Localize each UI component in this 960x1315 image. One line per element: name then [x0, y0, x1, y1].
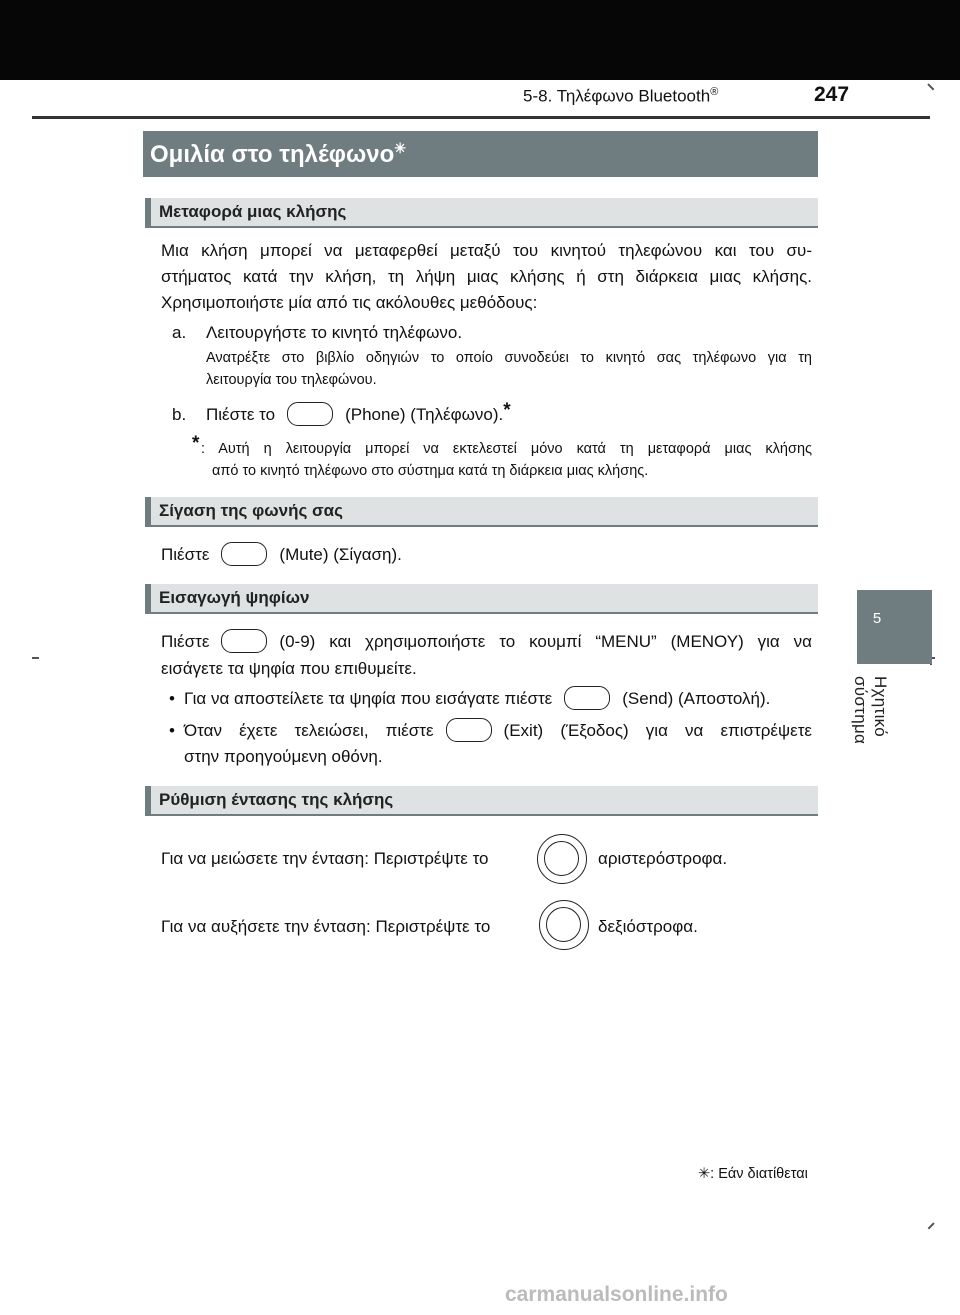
paragraph-line: δεξιόστροφα.	[598, 917, 698, 936]
paragraph-line: Πιέστε (0-9) και χρησιμοποιήστε το κουμπί “MENU” (ΜΕΝΟΥ) για να	[161, 629, 812, 655]
exit-button-icon	[446, 718, 492, 742]
chapter-number: 5	[872, 610, 882, 627]
volume-knob-icon	[537, 834, 587, 884]
watermark: carmanualsonline.info	[505, 1283, 728, 1306]
chapter-side-label: Ηχητικό σύστημα	[851, 676, 890, 745]
page-title: Ομιλία στο τηλέφωνο✳	[150, 140, 406, 168]
bullet-text: Για να αποστείλετε τα ψηφία που εισάγατε πιέστε (Send) (Αποστολή).	[184, 686, 770, 712]
section-heading-volume: Ρύθμιση έντασης της κλήσης	[145, 786, 818, 816]
crop-mark	[928, 83, 935, 90]
paragraph-line: Μια κλήση μπορεί να μεταφερθεί μεταξύ του κινητού τηλεφώνου και του συ-	[161, 241, 812, 260]
digits-button-icon	[221, 629, 267, 653]
volume-knob-icon	[539, 900, 589, 950]
section-heading-mute: Σίγαση της φωνής σας	[145, 497, 818, 527]
page-number: 247	[814, 83, 850, 106]
crop-mark	[32, 657, 39, 659]
chapter-side-tab	[857, 590, 932, 664]
section-heading-digits: Εισαγωγή ψηφίων	[145, 584, 818, 614]
footnote-star: *	[192, 433, 200, 454]
page-title-banner	[143, 131, 818, 177]
mute-button-icon	[221, 542, 267, 566]
crop-mark	[928, 1222, 935, 1229]
footnote-line: από το κινητό τηλέφωνο στο σύστημα κατά τη διάρκεια μιας κλήσης.	[212, 463, 649, 479]
availability-mark-icon: ✳	[698, 1166, 711, 1182]
bullet-text: Όταν έχετε τελειώσει, πιέστε (Exit) (Έξοδος) για να επιστρέψετε	[184, 718, 812, 744]
list-marker: b.	[172, 405, 187, 424]
header-rule	[32, 116, 930, 119]
bullet: •	[169, 689, 175, 708]
footnote-line: : Αυτή η λειτουργία μπορεί να εκτελεστεί μόνο κατά τη μεταφορά μιας κλήσης	[201, 441, 812, 457]
paragraph-line: Για να αυξήσετε την ένταση: Περιστρέψτε το	[161, 917, 491, 936]
paragraph-line: εισάγετε τα ψηφία που επιθυμείτε.	[161, 659, 417, 678]
chapter-header: 5-8. Τηλέφωνο Bluetooth®	[523, 86, 719, 106]
note-line: λειτουργία του τηλεφώνου.	[206, 372, 377, 388]
paragraph-line: Πιέστε (Mute) (Σίγαση).	[161, 542, 402, 568]
paragraph-line: Χρησιμοποιήστε μία από τις ακόλουθες μεθόδους:	[161, 293, 538, 312]
bullet-text: στην προηγούμενη οθόνη.	[184, 747, 383, 766]
top-black-bar	[0, 0, 960, 80]
send-button-icon	[564, 686, 610, 710]
list-item-text: Λειτουργήστε το κινητό τηλέφωνο.	[206, 323, 463, 342]
paragraph-line: αριστερόστροφα.	[598, 849, 728, 868]
section-heading-transfer: Μεταφορά μιας κλήσης	[145, 198, 818, 228]
paragraph-line: Για να μειώσετε την ένταση: Περιστρέψτε το	[161, 849, 489, 868]
note-line: Ανατρέξτε στο βιβλίο οδηγιών το οποίο συνοδεύει το κινητό σας τηλέφωνο για τη	[206, 350, 812, 366]
list-marker: a.	[172, 323, 187, 342]
list-item-text: Πιέστε το (Phone) (Τηλέφωνο).*	[206, 400, 511, 424]
phone-button-icon	[287, 402, 333, 426]
availability-mark-icon: ✳	[394, 140, 406, 156]
paragraph-line: στήματος κατά την κλήση, τη λήψη μιας κλήσης ή στη διάρκεια μιας κλήσης.	[161, 267, 812, 286]
bullet: •	[169, 721, 175, 740]
footer-note: ✳: Εάν διατίθεται	[698, 1166, 808, 1182]
